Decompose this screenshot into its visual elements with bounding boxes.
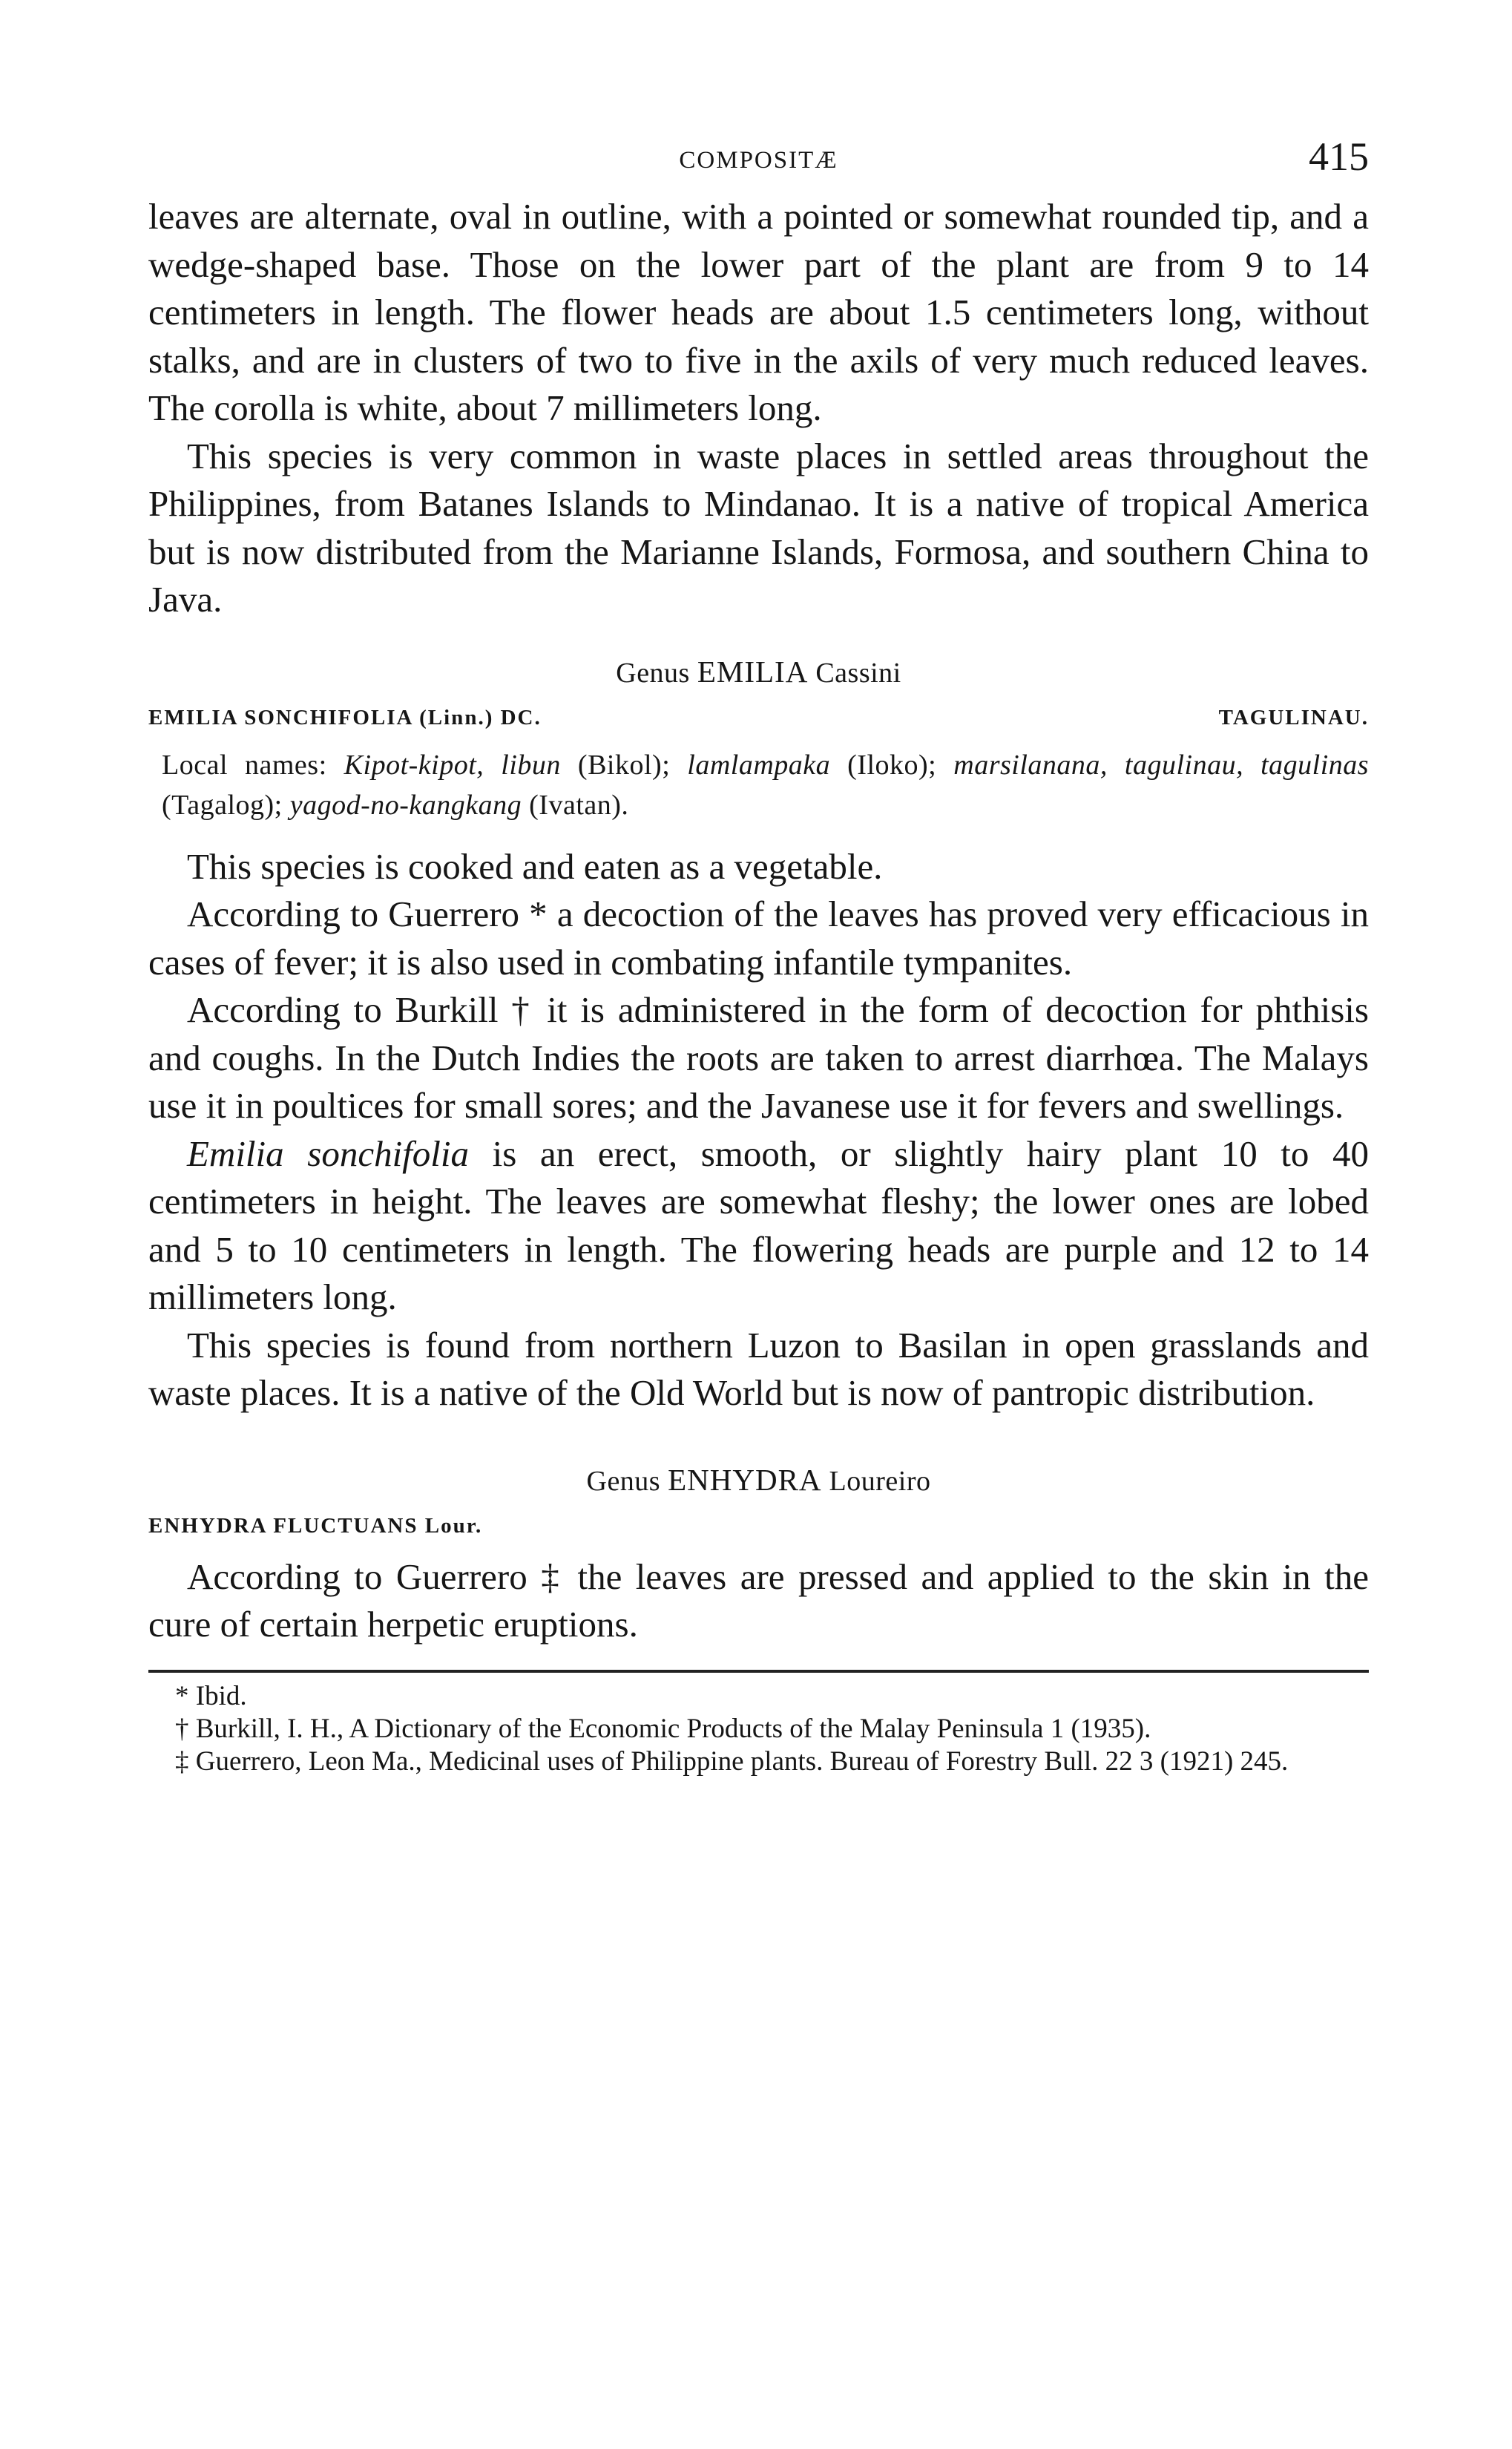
paragraph-guerrero-fever: According to Guerrero * a decoction of the leaves has proved very efficacious in cases of fever; it is also used in combating infantile tympanites. bbox=[148, 894, 1369, 983]
description-text: is an erect, smooth, or slightly hairy plant 10 to 40 centimeters in height. The leaves are somewhat fleshy; the lower ones are lobed and 5 to 10 centimeters in length. The flowering heads are purple and 12 to 14 millimeters long. bbox=[148, 1132, 1370, 1317]
page-number: 415 bbox=[1309, 134, 1369, 179]
language-bikol: (Bikol); bbox=[577, 749, 671, 781]
paragraph-cooked: This species is cooked and eaten as a vegetable. bbox=[187, 845, 883, 887]
genus-author: Loureiro bbox=[829, 1465, 931, 1497]
local-names-label: Local names: bbox=[162, 749, 327, 781]
footnote-ibid: * Ibid. bbox=[175, 1680, 247, 1711]
language-tagalog: (Tagalog); bbox=[162, 789, 283, 821]
species-heading-emilia bbox=[148, 706, 1369, 730]
species-heading-enhydra bbox=[148, 1514, 1369, 1538]
section-title: COMPOSITÆ bbox=[679, 147, 838, 174]
language-iloko: (Iloko); bbox=[847, 749, 937, 781]
book-page bbox=[148, 134, 1369, 1778]
footnote-divider bbox=[148, 1670, 1369, 1673]
genus-name: EMILIA bbox=[697, 654, 809, 689]
language-ivatan: (Ivatan). bbox=[529, 789, 629, 821]
paragraph-burkill: According to Burkill † it is administered in the form of decoction for phthisis and coughs. In the Dutch Indies the roots are taken to arrest diarrhœa. The Malays use it in poultices for small sores; and the Javanese use it for fevers and swellings. bbox=[148, 989, 1369, 1126]
local-names bbox=[162, 745, 1369, 825]
local-name-bikol: Kipot-kipot, libun bbox=[344, 749, 561, 781]
genus-name: ENHYDRA bbox=[668, 1462, 822, 1497]
paragraph-enhydra-use: According to Guerrero ‡ the leaves are pressed and applied to the skin in the cure of certain herpetic eruptions. bbox=[148, 1555, 1369, 1645]
paragraph-emilia-description bbox=[148, 1130, 1369, 1322]
genus-heading-emilia bbox=[148, 654, 1369, 689]
footnote-burkill: † Burkill, I. H., A Dictionary of the Economic Products of the Malay Peninsula 1 (1935). bbox=[175, 1713, 1151, 1744]
genus-author: Cassini bbox=[815, 657, 901, 689]
genus-heading-enhydra bbox=[148, 1462, 1369, 1498]
species-name: EMILIA SONCHIFOLIA (Linn.) DC. bbox=[148, 705, 542, 730]
running-head bbox=[148, 134, 1369, 193]
paragraph-distribution: This species is very common in waste places in settled areas throughout the Philippines, from Batanes Islands to Mindanao. It is a native of tropical America but is now distributed from the Marianne Islands, Formosa, and southern China to Java. bbox=[148, 435, 1369, 620]
paragraph-emilia-distribution: This species is found from northern Luzon to Basilan in open grasslands and waste places. It is a native of the Old World but is now of pantropic distribution. bbox=[148, 1324, 1369, 1413]
genus-prefix: Genus bbox=[616, 657, 690, 689]
species-common-name: TAGULINAU. bbox=[1218, 705, 1369, 730]
species-italic-name: Emilia sonchifolia bbox=[187, 1132, 470, 1174]
local-name-ivatan: yagod-no-kangkang bbox=[289, 789, 522, 821]
local-name-tagalog: marsilanana, tagulinau, tagulinas bbox=[953, 749, 1370, 781]
footnotes bbox=[148, 1680, 1369, 1778]
species-name: ENHYDRA FLUCTUANS Lour. bbox=[148, 1513, 483, 1538]
paragraph-leaves-description: leaves are alternate, oval in outline, with a pointed or somewhat rounded tip, and a wedge-shaped base. Those on the lower part of the plant are from 9 to 14 centimeters in length. The flower heads are about 1.5 centimeters long, without stalks, and are in clusters of two to five in the axils of very much reduced leaves. The corolla is white, about 7 millimeters long. bbox=[148, 196, 1369, 428]
genus-prefix: Genus bbox=[586, 1465, 661, 1497]
local-name-iloko: lamlampaka bbox=[687, 749, 831, 781]
footnote-guerrero: ‡ Guerrero, Leon Ma., Medicinal uses of Philippine plants. Bureau of Forestry Bull. 22 3 (1921) 245. bbox=[175, 1745, 1289, 1777]
